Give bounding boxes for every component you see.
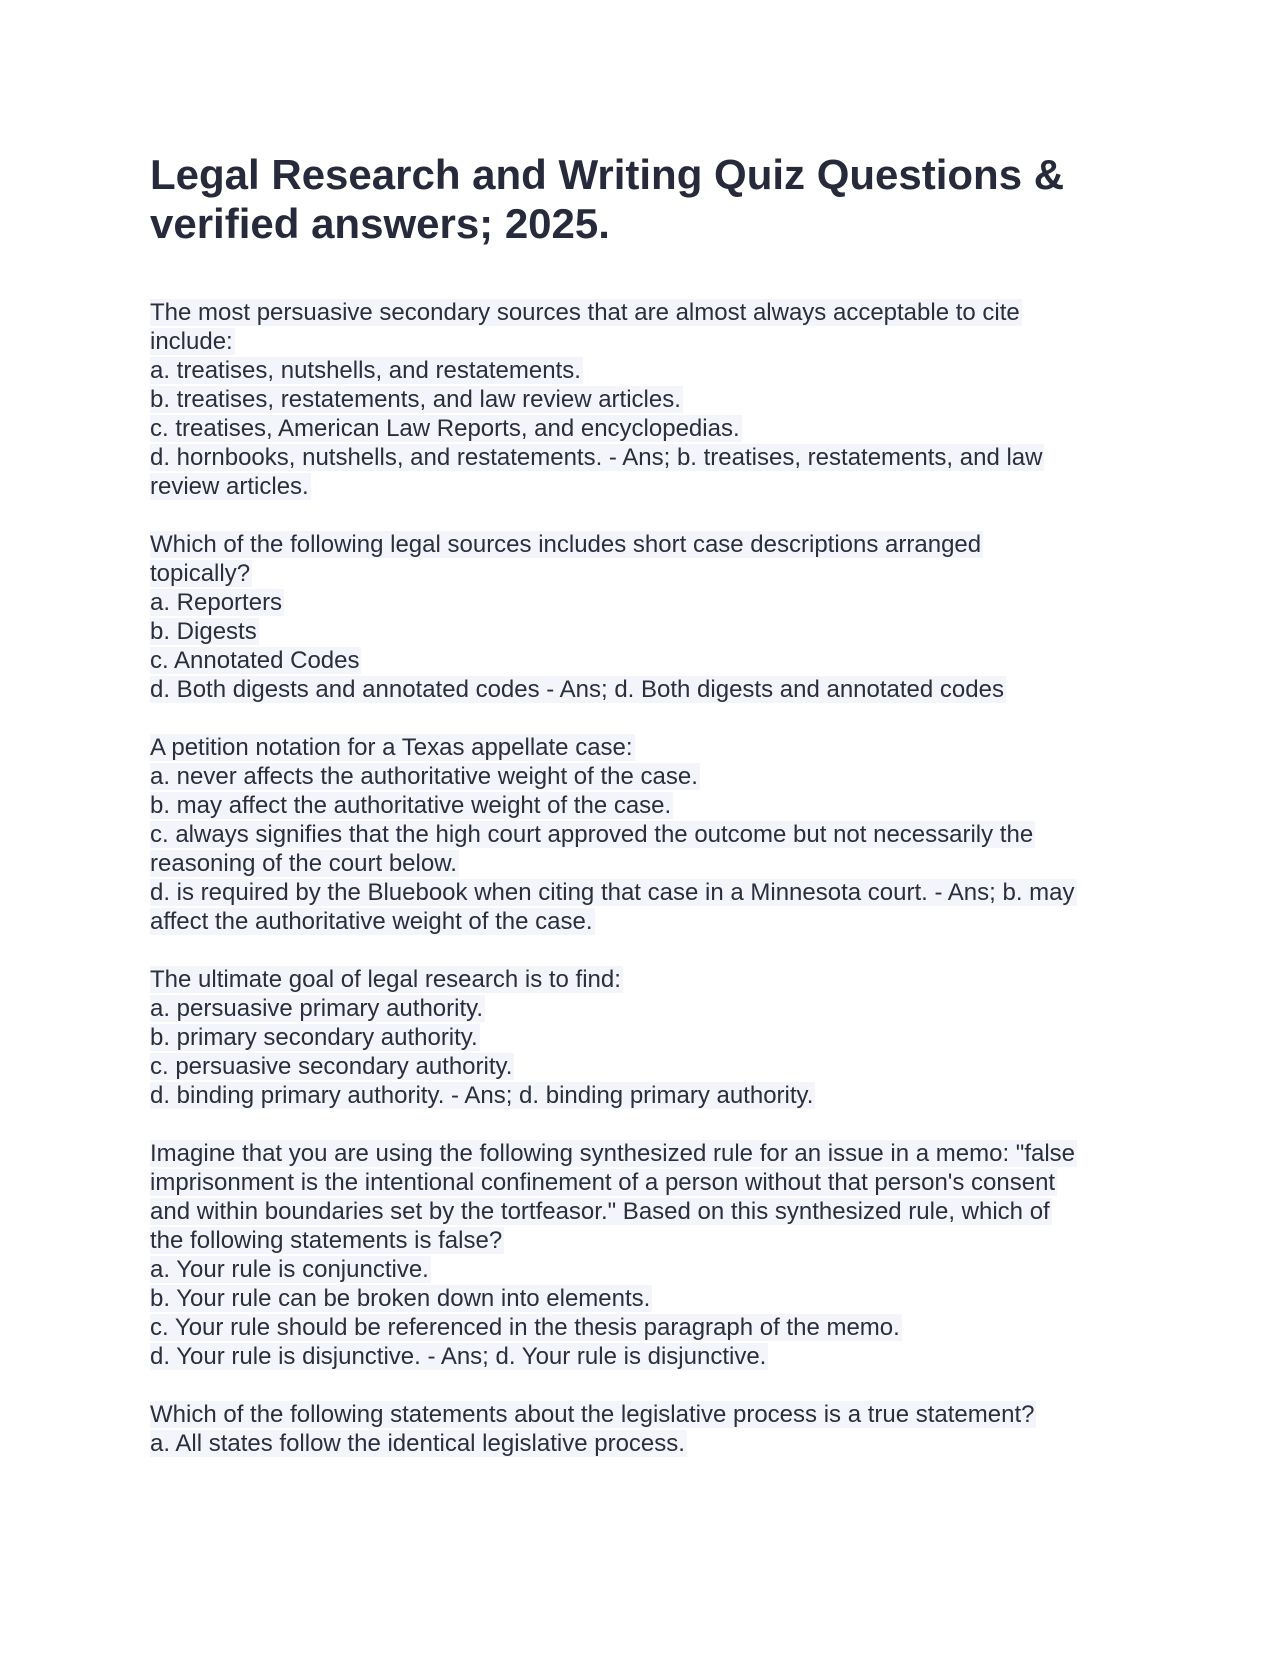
question-text-line bbox=[150, 820, 1150, 849]
question-text-line bbox=[150, 1400, 1150, 1429]
question-text-line bbox=[150, 907, 1150, 936]
text-line-highlight: c. always signifies that the high court approved the outcome but not necessarily the bbox=[150, 821, 1034, 848]
question-text-line bbox=[150, 965, 1150, 994]
document-title bbox=[150, 150, 1150, 248]
question-text-line bbox=[150, 849, 1150, 878]
text-line-highlight: Which of the following legal sources includes short case descriptions arranged bbox=[150, 531, 982, 558]
question-text-line bbox=[150, 559, 1150, 588]
text-line-highlight: c. treatises, American Law Reports, and encyclopedias. bbox=[150, 415, 740, 442]
text-line-highlight: a. persuasive primary authority. bbox=[150, 995, 484, 1022]
text-line-highlight: The most persuasive secondary sources that are almost always acceptable to cite bbox=[150, 299, 1020, 326]
question-text-line bbox=[150, 298, 1150, 327]
question-text-line bbox=[150, 646, 1150, 675]
text-line-highlight: b. primary secondary authority. bbox=[150, 1024, 478, 1051]
question-text-line bbox=[150, 1226, 1150, 1255]
text-line-highlight: d. binding primary authority. - Ans; d. binding primary authority. bbox=[150, 1082, 814, 1109]
text-line-highlight: b. may affect the authoritative weight of the case. bbox=[150, 792, 672, 819]
text-line-highlight: and within boundaries set by the tortfeasor." Based on this synthesized rule, which of bbox=[150, 1198, 1050, 1225]
text-line-highlight: affect the authoritative weight of the case. bbox=[150, 908, 593, 935]
text-line-highlight: Which of the following statements about the legislative process is a true statement? bbox=[150, 1401, 1035, 1428]
question-text-line bbox=[150, 1168, 1150, 1197]
question-text-line bbox=[150, 1081, 1150, 1110]
text-line-highlight: a. Reporters bbox=[150, 589, 283, 616]
text-line-highlight: c. persuasive secondary authority. bbox=[150, 1053, 513, 1080]
text-line-highlight: The ultimate goal of legal research is to find: bbox=[150, 966, 621, 993]
question-text-line bbox=[150, 443, 1150, 472]
question-block bbox=[150, 530, 1150, 704]
question-text-line bbox=[150, 1052, 1150, 1081]
question-text-line bbox=[150, 472, 1150, 501]
question-block bbox=[150, 965, 1150, 1110]
question-block bbox=[150, 298, 1150, 501]
question-block bbox=[150, 1139, 1150, 1371]
title-line-1: Legal Research and Writing Quiz Questions & bbox=[150, 151, 1065, 198]
text-line-highlight: review articles. bbox=[150, 473, 309, 500]
text-line-highlight: b. treatises, restatements, and law review articles. bbox=[150, 386, 681, 413]
question-text-line bbox=[150, 1255, 1150, 1284]
question-list bbox=[150, 298, 1150, 1458]
question-text-line bbox=[150, 1023, 1150, 1052]
text-line-highlight: d. Both digests and annotated codes - Ans; d. Both digests and annotated codes bbox=[150, 676, 1004, 703]
question-text-line bbox=[150, 356, 1150, 385]
question-text-line bbox=[150, 791, 1150, 820]
question-text-line bbox=[150, 733, 1150, 762]
text-line-highlight: topically? bbox=[150, 560, 251, 587]
text-line-highlight: a. All states follow the identical legislative process. bbox=[150, 1430, 685, 1457]
question-text-line bbox=[150, 617, 1150, 646]
question-text-line bbox=[150, 762, 1150, 791]
text-line-highlight: Imagine that you are using the following synthesized rule for an issue in a memo: "false bbox=[150, 1140, 1076, 1167]
text-line-highlight: d. is required by the Bluebook when citing that case in a Minnesota court. - Ans; b. may bbox=[150, 879, 1075, 906]
text-line-highlight: c. Annotated Codes bbox=[150, 647, 360, 674]
question-text-line bbox=[150, 1197, 1150, 1226]
text-line-highlight: the following statements is false? bbox=[150, 1227, 503, 1254]
text-line-highlight: a. treatises, nutshells, and restatements. bbox=[150, 357, 581, 384]
question-block bbox=[150, 1400, 1150, 1458]
question-text-line bbox=[150, 994, 1150, 1023]
question-text-line bbox=[150, 530, 1150, 559]
text-line-highlight: b. Your rule can be broken down into elements. bbox=[150, 1285, 651, 1312]
text-line-highlight: reasoning of the court below. bbox=[150, 850, 457, 877]
question-text-line bbox=[150, 1429, 1150, 1458]
question-text-line bbox=[150, 878, 1150, 907]
text-line-highlight: a. Your rule is conjunctive. bbox=[150, 1256, 429, 1283]
question-text-line bbox=[150, 385, 1150, 414]
question-text-line bbox=[150, 675, 1150, 704]
text-line-highlight: d. Your rule is disjunctive. - Ans; d. Your rule is disjunctive. bbox=[150, 1343, 767, 1370]
question-text-line bbox=[150, 1284, 1150, 1313]
document-page bbox=[150, 150, 1150, 1487]
title-line-2: verified answers; 2025. bbox=[150, 200, 610, 247]
question-text-line bbox=[150, 414, 1150, 443]
text-line-highlight: b. Digests bbox=[150, 618, 257, 645]
text-line-highlight: imprisonment is the intentional confinement of a person without that person's consent bbox=[150, 1169, 1056, 1196]
text-line-highlight: d. hornbooks, nutshells, and restatements. - Ans; b. treatises, restatements, and law bbox=[150, 444, 1043, 471]
question-text-line bbox=[150, 327, 1150, 356]
question-text-line bbox=[150, 588, 1150, 617]
question-text-line bbox=[150, 1342, 1150, 1371]
text-line-highlight: A petition notation for a Texas appellate case: bbox=[150, 734, 633, 761]
question-text-line bbox=[150, 1313, 1150, 1342]
text-line-highlight: c. Your rule should be referenced in the thesis paragraph of the memo. bbox=[150, 1314, 900, 1341]
question-text-line bbox=[150, 1139, 1150, 1168]
text-line-highlight: a. never affects the authoritative weight of the case. bbox=[150, 763, 698, 790]
text-line-highlight: include: bbox=[150, 328, 233, 355]
question-block bbox=[150, 733, 1150, 936]
